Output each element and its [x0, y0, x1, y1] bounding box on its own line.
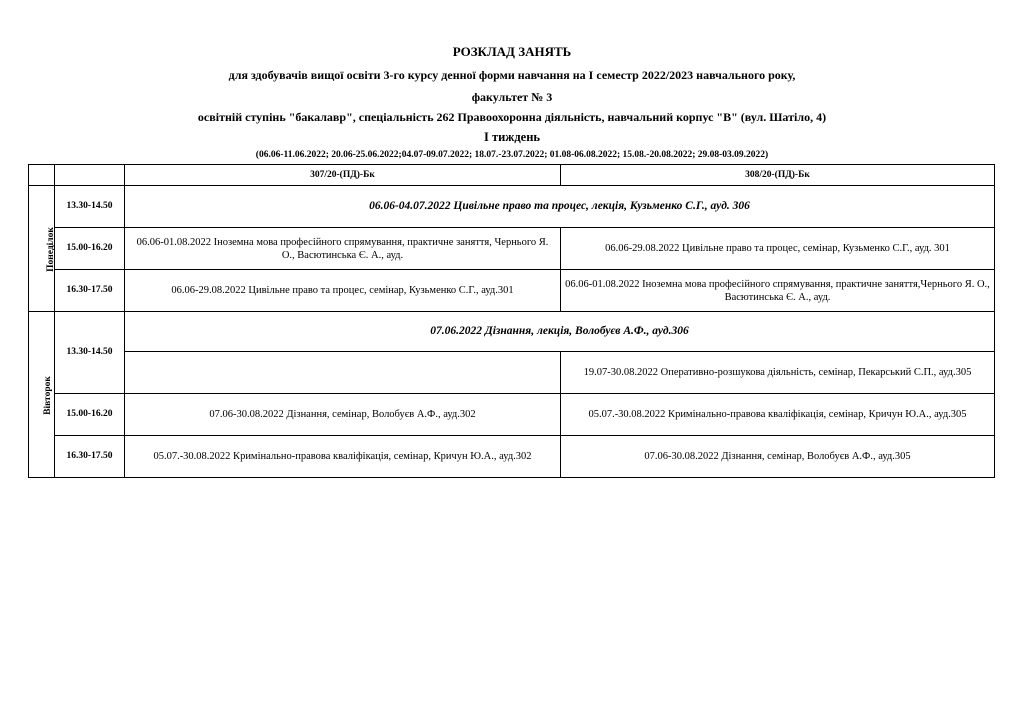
table-row: [29, 352, 995, 394]
faculty-line: факультет № 3: [471, 90, 553, 104]
table-header-row: [29, 165, 995, 186]
time-cell: 15.00-16.20: [55, 394, 125, 436]
lesson-cell: 07.06-30.08.2022 Дізнання, семінар, Волобуєв А.Ф., ауд.302: [125, 394, 561, 436]
table-row: [29, 312, 995, 352]
lesson-cell-merged: 07.06.2022 Дізнання, лекція, Волобуєв А.Ф., ауд.306: [125, 312, 995, 352]
time-cell: 13.30-14.50: [55, 312, 125, 394]
lesson-cell: 07.06-30.08.2022 Дізнання, семінар, Волобуєв А.Ф., ауд.305: [561, 436, 995, 478]
lesson-cell: 06.06-29.08.2022 Цивільне право та процес, семінар, Кузьменко С.Г., ауд.301: [125, 270, 561, 312]
day-label: Понеділок: [45, 226, 56, 272]
time-cell: 13.30-14.50: [55, 186, 125, 228]
lesson-cell: 05.07.-30.08.2022 Кримінально-правова кваліфікація, семінар, Кричун Ю.А., ауд.305: [561, 394, 995, 436]
time-cell: 16.30-17.50: [55, 270, 125, 312]
lesson-cell: [125, 352, 561, 394]
group-header: 307/20-(ПД)-Бк: [125, 165, 561, 186]
time-cell: 15.00-16.20: [55, 228, 125, 270]
lesson-cell: 05.07.-30.08.2022 Кримінально-правова кваліфікація, семінар, Кричун Ю.А., ауд.302: [125, 436, 561, 478]
lesson-cell: 06.06-01.08.2022 Іноземна мова професійного спрямування, практичне заняття, Чернього Я. О., Васютинська Є. А., ауд.: [125, 228, 561, 270]
week-label: І тиждень: [483, 130, 541, 144]
day-cell: [29, 312, 55, 478]
week-dates: (06.06-11.06.2022; 20.06-25.06.2022;04.07-09.07.2022; 18.07.-23.07.2022; 01.08-06.08.2022; 15.08.-20.08.2022; 29.08-03.09.2022): [255, 150, 769, 160]
lesson-cell: 19.07-30.08.2022 Оперативно-розшукова діяльність, семінар, Пекарський С.П., ауд.305: [561, 352, 995, 394]
schedule-subtitle: для здобувачів вищої освіти 3-го курсу денної форми навчання на І семестр 2022/2023 навчального року,: [228, 68, 796, 82]
group-header: 308/20-(ПД)-Бк: [561, 165, 995, 186]
table-row: [29, 436, 995, 478]
table-row: [29, 270, 995, 312]
table-row: [29, 228, 995, 270]
time-cell: 16.30-17.50: [55, 436, 125, 478]
schedule-title: РОЗКЛАД ЗАНЯТЬ: [452, 44, 572, 59]
lesson-cell-merged: 06.06-04.07.2022 Цивільне право та процес, лекція, Кузьменко С.Г., ауд. 306: [125, 186, 995, 228]
day-label: Вівторок: [42, 375, 53, 415]
schedule-table: [28, 164, 995, 478]
corner-cell: [55, 165, 125, 186]
table-row: [29, 394, 995, 436]
lesson-cell: 06.06-01.08.2022 Іноземна мова професійного спрямування, практичне заняття,Чернього Я. О., Васютинська Є. А., ауд.: [561, 270, 995, 312]
day-cell: [29, 186, 55, 312]
table-row: [29, 186, 995, 228]
corner-cell: [29, 165, 55, 186]
lesson-cell: 06.06-29.08.2022 Цивільне право та процес, семінар, Кузьменко С.Г., ауд. 301: [561, 228, 995, 270]
specialty-line: освітній ступінь "бакалавр", спеціальність 262 Правоохоронна діяльність, навчальний корпус "В" (вул. Шатіло, 4): [197, 110, 827, 124]
